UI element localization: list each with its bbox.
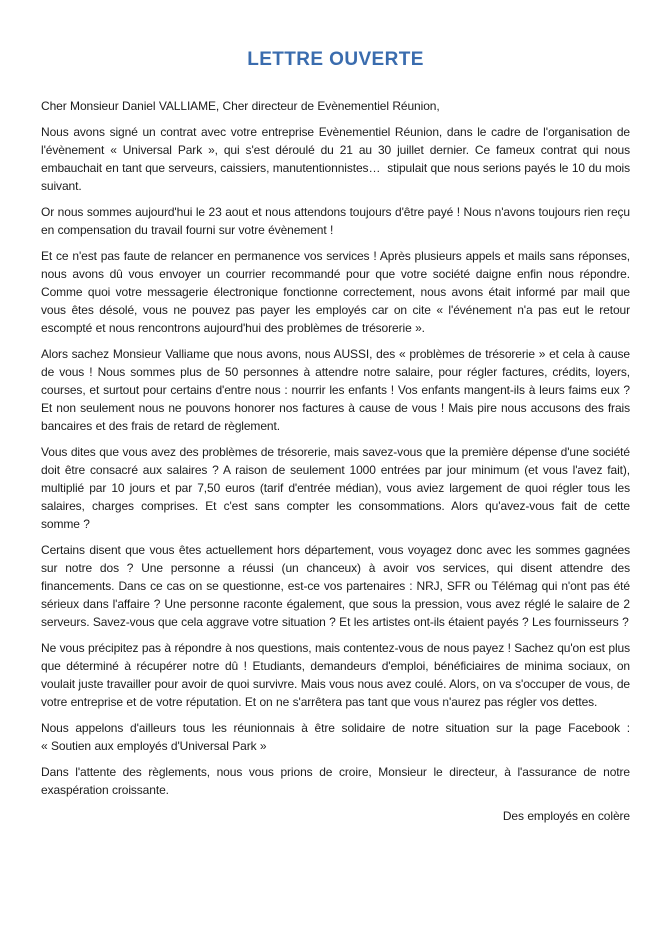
paragraph-8: Nous appelons d'ailleurs tous les réunionnais à être solidaire de notre situation sur la page Facebook : « Soutien aux employés d'Universal Park » bbox=[41, 721, 630, 753]
paragraph-6: Certains disent que vous êtes actuellement hors département, vous voyagez donc avec les sommes gagnées sur notre dos ? Une personne a réussi (un chanceux) à avoir vos services, qui disent attendre des financements. Dans ce cas on se questionne, est-ce vos partenaires : NRJ, SFR ou Télémag qui n'ont pas été sérieux dans l'affaire ? Une personne raconte également, que sous la pression, vous avez réglé le salaire de 2 serveurs. Savez-vous que cela aggrave votre situation ? Et les artistes ont-ils étaient payés ? Les fournisseurs ? bbox=[41, 543, 630, 629]
paragraph-9: Dans l'attente des règlements, nous vous prions de croire, Monsieur le directeur, à l'assurance de notre exaspération croissante. bbox=[41, 765, 630, 797]
paragraph-7: Ne vous précipitez pas à répondre à nos questions, mais contentez-vous de nous payez ! Sachez qu'on est plus que déterminé à récupérer notre dû ! Etudiants, demandeurs d'emploi, bénéficiaires de minima sociaux, on voulait juste travailler pour avoir de quoi survivre. Mais vous nous avez coulé. Alors, on va s'occuper de vous, de votre entreprise et de votre réputation. Et on ne s'arrêtera pas tant que vous n'aurez pas régler vos dettes. bbox=[41, 641, 630, 709]
paragraph-5: Vous dites que vous avez des problèmes de trésorerie, mais savez-vous que la première dépense d'une société doit être consacré aux salaires ? A raison de seulement 1000 entrées par jour minimum (et vous l'avez fait), multiplié par 10 jours et par 7,50 euros (tarif d'entrée médian), vous aviez largement de quoi régler tous les salaires, charges comprises. Et c'est sans compter les consommations. Alors qu'avez-vous fait de cette somme ? bbox=[41, 445, 630, 531]
letter-title: LETTRE OUVERTE bbox=[247, 49, 424, 70]
paragraph-3: Et ce n'est pas faute de relancer en permanence vos services ! Après plusieurs appels et mails sans réponses, nous avons dû vous envoyer un courrier recommandé pour que votre société daigne enfin nous répondre. Comme quoi votre messagerie électronique fonctionne correctement, nous avons était informé par mail que vous êtes désolé, vous ne pouvez pas payer les employés car on cite « l'événement n'a pas eut le retour escompté et nous rencontrons aujourd'hui des problèmes de trésorerie ». bbox=[41, 249, 630, 335]
paragraph-4: Alors sachez Monsieur Valliame que nous avons, nous AUSSI, des « problèmes de trésorerie » et cela à cause de vous ! Nous sommes plus de 50 personnes à attendre notre salaire, pour régler factures, crédits, loyers, courses, et surtout pour certains d'entre nous : nourrir les enfants ! Vos enfants mangent-ils à leurs faims eux ? Et non seulement nous ne pouvons honorer nos factures à cause de vous ! Mais pire nous accusons des frais bancaires et des frais de retard de règlement. bbox=[41, 347, 630, 433]
signature: Des employés en colère bbox=[502, 809, 630, 823]
letter-body bbox=[41, 97, 630, 825]
paragraph-2: Or nous sommes aujourd'hui le 23 aout et nous attendons toujours d'être payé ! Nous n'avons toujours rien reçu en compensation du travail fourni sur votre évènement ! bbox=[41, 205, 630, 237]
salutation: Cher Monsieur Daniel VALLIAME, Cher directeur de Evènementiel Réunion, bbox=[41, 99, 440, 113]
paragraph-1: Nous avons signé un contrat avec votre entreprise Evènementiel Réunion, dans le cadre de l'organisation de l'évènement « Universal Park », qui s'est déroulé du 21 au 30 juillet dernier. Ce fameux contrat qui nous embauchait en tant que serveurs, caissiers, manutentionnistes… stipulait que nous serions payés le 10 du mois suivant. bbox=[41, 125, 630, 193]
